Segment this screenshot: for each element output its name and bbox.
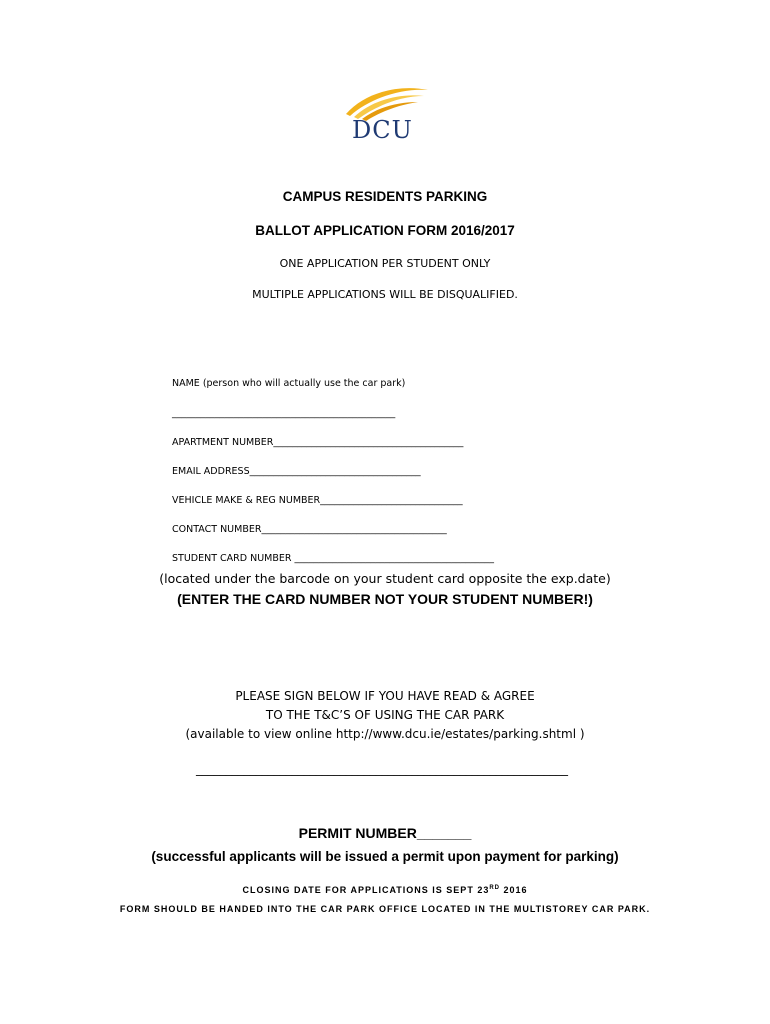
card-location-note: (located under the barcode on your student card opposite the exp.date) — [159, 571, 611, 586]
name-field-label: NAME (person who will actually use the car park) — [172, 378, 406, 389]
name-field-line[interactable]: _______________________________________________ — [172, 408, 396, 419]
form-title: CAMPUS RESIDENTS PARKING — [282, 189, 488, 204]
form-hand-in-note: FORM SHOULD BE HANDED INTO THE CAR PARK OFFICE LOCATED IN THE MULTISTOREY CAR PARK. — [119, 904, 651, 914]
rule-one-application: ONE APPLICATION PER STUDENT ONLY — [279, 257, 491, 270]
permit-number-label: PERMIT NUMBER_______ — [298, 825, 472, 841]
sign-instruction-line1: PLEASE SIGN BELOW IF YOU HAVE READ & AGREE — [235, 689, 535, 703]
signature-line[interactable]: ______________________________________________________________ — [196, 762, 568, 776]
contact-number-field[interactable]: CONTACT NUMBER_______________________________________ — [172, 524, 447, 535]
closing-date-year: 2016 — [500, 885, 528, 895]
email-address-field[interactable]: EMAIL ADDRESS____________________________________ — [172, 466, 421, 477]
closing-date-suffix-sup: RD — [489, 885, 500, 891]
apartment-number-field[interactable]: APARTMENT NUMBER________________________________________ — [172, 437, 464, 448]
sign-instruction-line2: TO THE T&C’S OF USING THE CAR PARK — [265, 708, 505, 722]
vehicle-reg-field[interactable]: VEHICLE MAKE & REG NUMBER______________________________ — [172, 495, 463, 506]
card-number-warning: (ENTER THE CARD NUMBER NOT YOUR STUDENT NUMBER!) — [177, 591, 593, 607]
dcu-logo-text: DCU — [352, 116, 413, 144]
closing-date-prefix: CLOSING DATE FOR APPLICATIONS IS SEPT 23 — [242, 885, 490, 895]
form-subtitle: BALLOT APPLICATION FORM 2016/2017 — [255, 223, 515, 238]
closing-date — [0, 885, 770, 895]
permit-note: (successful applicants will be issued a permit upon payment for parking) — [151, 849, 619, 864]
sign-instruction-line3: (available to view online http://www.dcu.ie/estates/parking.shtml ) — [185, 727, 585, 741]
student-card-number-field[interactable]: STUDENT CARD NUMBER __________________________________________ — [172, 553, 494, 564]
rule-disqualified: MULTIPLE APPLICATIONS WILL BE DISQUALIFIED. — [252, 288, 518, 301]
